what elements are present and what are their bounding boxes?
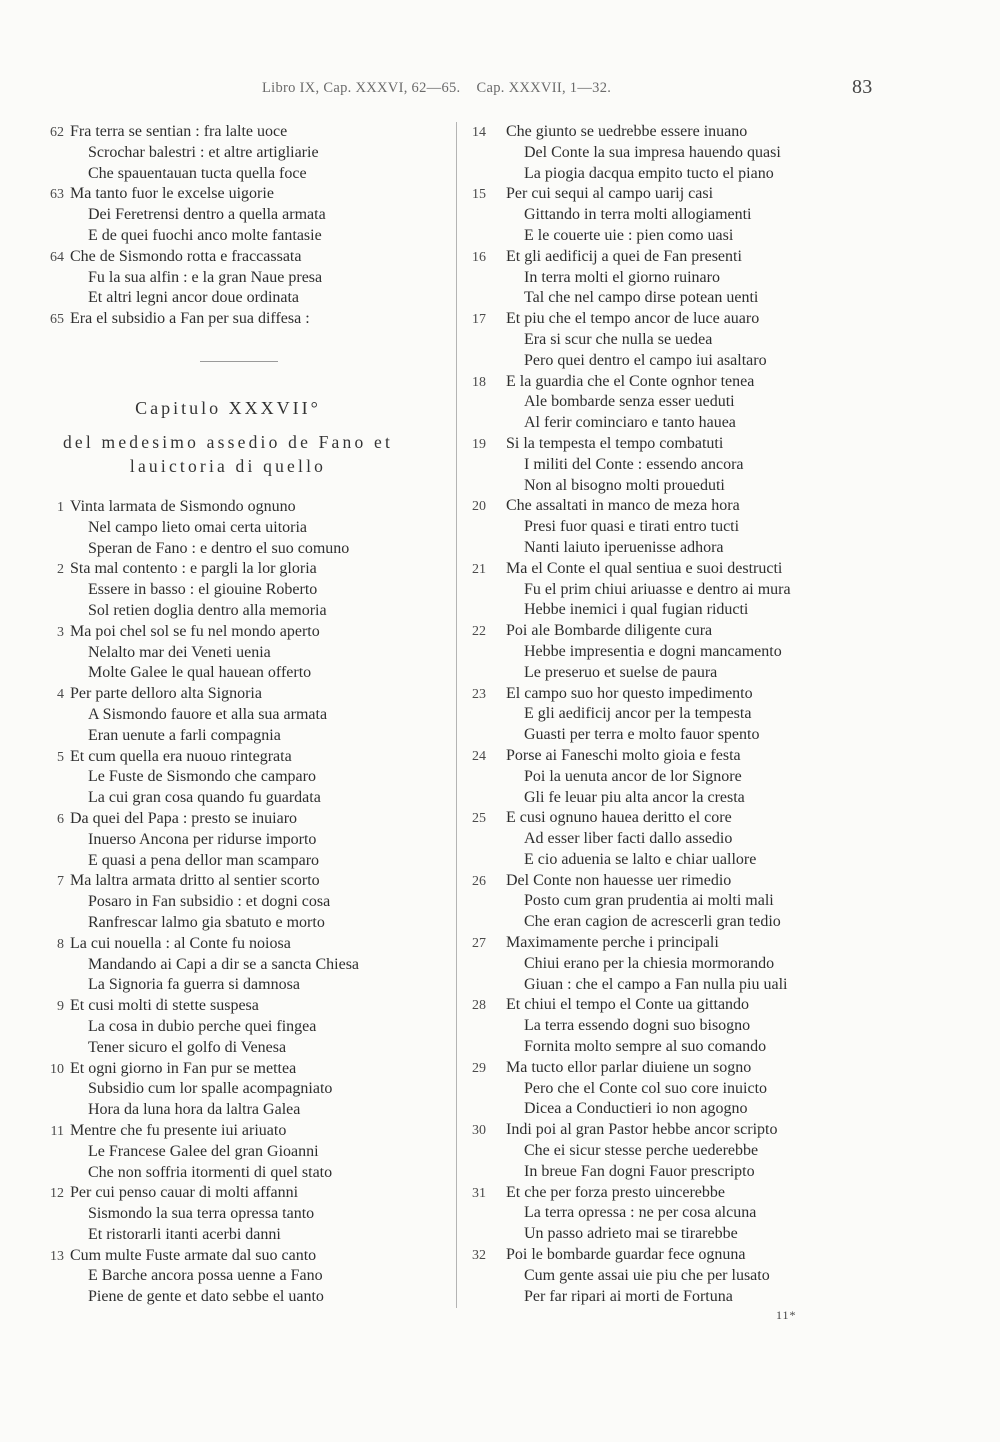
- verse-line: [464, 517, 884, 538]
- verse-text: Et che per forza presto uincerebbe: [506, 1183, 725, 1201]
- verse-text: Che ei sicur stesse perche uederebbe: [524, 1142, 759, 1160]
- verse-line: [464, 538, 884, 559]
- stanza-number: 15: [472, 187, 486, 203]
- stanza-number: 2: [57, 562, 64, 578]
- verse-text: Che de Sismondo rotta e fraccassata: [70, 247, 302, 265]
- verse-text: La terra opressa : ne per cosa alcuna: [524, 1204, 757, 1222]
- stanza-number: 21: [472, 561, 486, 577]
- verse-text: Cum multe Fuste armate dal suo canto: [70, 1246, 317, 1264]
- verse-line: [30, 934, 450, 955]
- stanza-number: 27: [472, 936, 486, 952]
- chapter-subtitle-1: del medesimo assedio de Fano et: [62, 432, 394, 452]
- verse-text: E le couerte uie : pien como uasi: [524, 226, 734, 244]
- verse-line: [30, 288, 450, 309]
- verse-text: Nelalto mar dei Veneti uenia: [88, 643, 271, 661]
- verse-line: [464, 767, 884, 788]
- verse-text: Del Conte la sua impresa hauendo quasi: [524, 143, 781, 161]
- verse-text: Ranfrescar lalmo gia sbatuto e morto: [88, 913, 325, 931]
- stanza-number: 1: [57, 500, 64, 515]
- verse-text: Le Francese Galee del gran Gioanni: [88, 1142, 319, 1160]
- verse-text: Tal che nel campo dirse potean uenti: [524, 289, 759, 307]
- verse-text: In terra molti el giorno ruinaro: [524, 268, 720, 286]
- verse-line: [464, 496, 884, 517]
- verse-line: [30, 1246, 450, 1267]
- verse-text: Et ristorarli itanti acerbi danni: [88, 1225, 281, 1243]
- verse-line: [464, 434, 884, 455]
- verse-text: Hora da luna hora da laltra Galea: [88, 1101, 301, 1119]
- verse-text: Era el subsidio a Fan per sua diffesa :: [70, 310, 310, 328]
- stanza-number: 6: [57, 811, 64, 827]
- verse-line: [30, 1100, 450, 1121]
- verse-line: [464, 891, 884, 912]
- verse-line: [464, 1120, 884, 1141]
- stanza-number: 10: [50, 1061, 64, 1077]
- verse-text: Che assaltati in manco de meza hora: [506, 497, 740, 515]
- verse-line: [30, 1121, 450, 1142]
- verse-text: Guasti per terra e molto fauor spento: [524, 726, 760, 744]
- verse-line: [30, 497, 450, 518]
- verse-text: Et gli aedificij a quei de Fan presenti: [506, 247, 742, 265]
- verse-text: Le Fuste de Sismondo che camparo: [88, 768, 316, 786]
- stanza-number: 9: [57, 999, 64, 1015]
- verse-text: Speran de Fano : e dentro el suo comuno: [88, 539, 350, 557]
- verse-line: [30, 975, 450, 996]
- left-column-top: [30, 122, 450, 330]
- verse-text: Ma el Conte el qual sentiua e suoi destructi: [506, 559, 783, 577]
- verse-text: Dicea a Conductieri io non agogno: [524, 1100, 748, 1118]
- verse-line: [464, 392, 884, 413]
- verse-line: [464, 829, 884, 850]
- verse-line: [464, 247, 884, 268]
- verse-text: Scrochar balestri : et altre artigliarie: [88, 143, 319, 161]
- verse-text: La piogia dacqua empito tucto el piano: [524, 164, 774, 182]
- verse-text: Che spauentauan tucta quella foce: [88, 164, 307, 182]
- verse-line: [30, 1183, 450, 1204]
- verse-text: E la guardia che el Conte ognhor tenea: [506, 372, 755, 390]
- stanza-number: 14: [472, 125, 486, 140]
- stanza-number: 3: [57, 624, 64, 640]
- verse-text: Posaro in Fan subsidio : et dogni cosa: [88, 893, 331, 911]
- verse-text: E gli aedificij ancor per la tempesta: [524, 705, 752, 723]
- verse-line: [464, 725, 884, 746]
- verse-line: [464, 205, 884, 226]
- verse-text: Presi fuor quasi e tirati entro tucti: [524, 518, 740, 536]
- verse-text: Et piu che el tempo ancor de luce auaro: [506, 310, 760, 328]
- stanza-number: 20: [472, 499, 486, 515]
- verse-line: [464, 1079, 884, 1100]
- stanza-number: 13: [50, 1248, 64, 1264]
- verse-text: Un passo adrieto mai se tirarebbe: [524, 1225, 738, 1243]
- verse-line: [30, 122, 450, 143]
- verse-line: [30, 1287, 450, 1308]
- verse-text: Nanti laiuto iperuenisse adhora: [524, 538, 724, 556]
- verse-line: [464, 268, 884, 289]
- stanza-number: 24: [472, 748, 486, 764]
- verse-text: Si la tempesta el tempo combatuti: [506, 434, 724, 452]
- verse-line: [30, 1163, 450, 1184]
- stanza-number: 26: [472, 873, 486, 889]
- verse-line: [30, 184, 450, 205]
- verse-text: Poi la uenuta ancor de lor Signore: [524, 767, 742, 785]
- verse-text: Fornita molto sempre al suo comando: [524, 1038, 767, 1056]
- verse-line: [464, 288, 884, 309]
- verse-text: Che giunto se uedrebbe essere inuano: [506, 123, 748, 140]
- stanza-number: 23: [472, 686, 486, 702]
- signature-mark: 11*: [776, 1308, 797, 1322]
- verse-text: Che eran cagion de acrescerli gran tedio: [524, 913, 781, 931]
- stanza-number: 64: [50, 249, 64, 265]
- verse-text: Vinta larmata de Sismondo ognuno: [70, 498, 296, 515]
- verse-text: Subsidio cum lor spalle acompagniato: [88, 1080, 333, 1098]
- verse-line: [464, 559, 884, 580]
- verse-line: [464, 330, 884, 351]
- verse-text: Fu la sua alfin : e la gran Naue presa: [88, 268, 323, 286]
- verse-line: [464, 995, 884, 1016]
- verse-line: [464, 850, 884, 871]
- verse-line: [464, 1245, 884, 1266]
- verse-line: [464, 704, 884, 725]
- running-head: [0, 76, 1000, 100]
- section-rule: [200, 361, 278, 362]
- verse-line: [464, 1016, 884, 1037]
- verse-line: [30, 913, 450, 934]
- stanza-number: 12: [50, 1186, 64, 1202]
- right-column: [464, 122, 884, 1307]
- verse-text: Cum gente assai uie piu che per lusato: [524, 1266, 770, 1284]
- verse-text: Le preseruo et suelse de paura: [524, 663, 718, 681]
- verse-line: [30, 663, 450, 684]
- verse-text: Ma tanto fuor le excelse uigorie: [70, 185, 274, 203]
- verse-text: E de quei fuochi anco molte fantasie: [88, 226, 322, 244]
- stanza-number: 4: [57, 687, 64, 703]
- verse-line: [30, 164, 450, 185]
- verse-line: [464, 1162, 884, 1183]
- verse-line: [464, 476, 884, 497]
- verse-text: In breue Fan dogni Fauor prescripto: [524, 1162, 755, 1180]
- verse-line: [464, 933, 884, 954]
- verse-line: [464, 184, 884, 205]
- stanza-number: 30: [472, 1123, 486, 1139]
- stanza-number: 63: [50, 187, 64, 203]
- verse-line: [464, 788, 884, 809]
- verse-line: [464, 1287, 884, 1308]
- verse-line: [30, 747, 450, 768]
- verse-text: Al ferir cominciaro e tanto hauea: [524, 414, 736, 432]
- verse-text: Pero che el Conte col suo core inuicto: [524, 1079, 768, 1097]
- verse-text: Da quei del Papa : presto se inuiaro: [70, 809, 298, 827]
- verse-text: El campo suo hor questo impedimento: [506, 684, 753, 702]
- verse-line: [464, 143, 884, 164]
- verse-text: Chiui erano per la chiesia mormorando: [524, 954, 775, 972]
- running-title: Libro IX, Cap. XXXVI, 62—65. Cap. XXXVII, 1—32.: [262, 80, 612, 96]
- verse-line: [30, 809, 450, 830]
- verse-line: [464, 455, 884, 476]
- verse-text: Et cusi molti di stette suspesa: [70, 997, 259, 1015]
- verse-text: Fu el prim chiui ariuasse e dentro ai mura: [524, 580, 791, 598]
- stanza-number: 31: [472, 1185, 486, 1201]
- verse-line: [464, 663, 884, 684]
- stanza-number: 22: [472, 624, 486, 640]
- stanza-number: 8: [57, 936, 64, 952]
- verse-line: [464, 122, 884, 143]
- verse-text: Essere in basso : el giouine Roberto: [88, 581, 318, 599]
- verse-text: Sta mal contento : e pargli la lor gloria: [70, 560, 317, 578]
- verse-line: [30, 726, 450, 747]
- verse-text: Mentre che fu presente iui ariuato: [70, 1121, 287, 1139]
- stanza-number: 5: [57, 749, 64, 765]
- stanza-number: 32: [472, 1248, 486, 1264]
- verse-line: [30, 1017, 450, 1038]
- verse-text: Piene de gente et dato sebbe el uanto: [88, 1288, 324, 1306]
- verse-line: [464, 226, 884, 247]
- stanza-number: 25: [472, 811, 486, 827]
- verse-text: Hebbe inemici i qual fugian riducti: [524, 601, 749, 619]
- verse-line: [30, 601, 450, 622]
- verse-line: [464, 1141, 884, 1162]
- verse-text: Ma poi chel sol se fu nel mondo aperto: [70, 622, 320, 640]
- chapter-title: Capitulo XXXVII°: [135, 398, 321, 418]
- verse-line: [464, 1099, 884, 1120]
- stanza-number: 28: [472, 998, 486, 1014]
- chapter-subtitle-2: lauictoria di quello: [129, 456, 327, 476]
- verse-line: [464, 746, 884, 767]
- verse-text: Per far ripari ai morti de Fortuna: [524, 1287, 733, 1305]
- verse-line: [30, 1079, 450, 1100]
- verse-text: E quasi a pena dellor man scamparo: [88, 851, 320, 869]
- verse-line: [30, 643, 450, 664]
- verse-text: La cui gran cosa quando fu guardata: [88, 789, 321, 807]
- verse-line: [464, 808, 884, 829]
- stanza-number: 65: [50, 312, 64, 328]
- left-column-bottom: [30, 497, 450, 1308]
- stanza-number: 16: [472, 249, 486, 265]
- verse-text: Et chiui el tempo el Conte ua gittando: [506, 996, 750, 1014]
- verse-text: Del Conte non hauesse uer rimedio: [506, 871, 732, 889]
- verse-line: [30, 892, 450, 913]
- verse-line: [464, 164, 884, 185]
- stanza-number: 11: [50, 1123, 64, 1139]
- verse-text: E cusi ognuno hauea deritto el core: [506, 809, 732, 827]
- verse-text: Per cui penso cauar di molti affanni: [70, 1184, 299, 1202]
- verse-text: Sol retien doglia dentro alla memoria: [88, 601, 327, 619]
- verse-text: Gittando in terra molti allogiamenti: [524, 206, 752, 224]
- verse-text: I militi del Conte : essendo ancora: [524, 455, 744, 473]
- verse-line: [464, 621, 884, 642]
- verse-text: Gli fe leuar piu alta ancor la cresta: [524, 788, 745, 806]
- verse-text: E Barche ancora possa uenne a Fano: [88, 1267, 323, 1285]
- verse-line: [464, 351, 884, 372]
- verse-line: [30, 539, 450, 560]
- verse-line: [30, 955, 450, 976]
- verse-text: Pero quei dentro el campo iui asaltaro: [524, 351, 767, 369]
- verse-line: [30, 580, 450, 601]
- verse-text: Dei Feretrensi dentro a quella armata: [88, 206, 326, 224]
- verse-line: [464, 871, 884, 892]
- verse-text: Posto cum gran prudentia ai molti mali: [524, 892, 774, 910]
- verse-line: [464, 642, 884, 663]
- verse-text: Poi ale Bombarde diligente cura: [506, 622, 713, 640]
- verse-line: [464, 1183, 884, 1204]
- verse-line: [30, 205, 450, 226]
- verse-text: Et altri legni ancor doue ordinata: [88, 289, 300, 307]
- verse-text: Non al bisogno molti proueduti: [524, 476, 725, 494]
- verse-line: [464, 975, 884, 996]
- verse-line: [30, 1225, 450, 1246]
- verse-line: [464, 912, 884, 933]
- verse-line: [30, 559, 450, 580]
- verse-line: [30, 996, 450, 1017]
- verse-text: Ad esser liber facti dallo assedio: [524, 830, 733, 848]
- stanza-number: 17: [472, 312, 486, 328]
- verse-text: Ma tucto ellor parlar diuiene un sogno: [506, 1058, 752, 1076]
- verse-text: La cui nouella : al Conte fu noiosa: [70, 934, 291, 952]
- verse-text: Eran uenute a farli compagnia: [88, 726, 281, 744]
- verse-text: Che non soffria itormenti di quel stato: [88, 1163, 333, 1181]
- verse-text: La terra essendo dogni suo bisogno: [524, 1017, 751, 1035]
- verse-line: [464, 954, 884, 975]
- verse-text: Indi poi al gran Pastor hebbe ancor scripto: [506, 1121, 778, 1139]
- verse-line: [30, 1266, 450, 1287]
- verse-line: [30, 268, 450, 289]
- verse-text: Molte Galee le qual hauean offerto: [88, 664, 312, 682]
- verse-line: [464, 1203, 884, 1224]
- verse-line: [464, 1266, 884, 1287]
- verse-text: Poi le bombarde guardar fece ognuna: [506, 1246, 746, 1264]
- verse-text: Mandando ai Capi a dir se a sancta Chiesa: [88, 955, 360, 973]
- verse-line: [30, 871, 450, 892]
- verse-text: Inuerso Ancona per ridurse importo: [88, 830, 317, 848]
- verse-text: Et ogni giorno in Fan pur se mettea: [70, 1059, 297, 1077]
- verse-text: Hebbe impresentia e dogni mancamento: [524, 642, 782, 660]
- verse-line: [464, 1037, 884, 1058]
- verse-line: [464, 309, 884, 330]
- verse-line: [30, 684, 450, 705]
- stanza-number: 7: [57, 874, 64, 890]
- verse-line: [30, 767, 450, 788]
- verse-line: [30, 309, 450, 330]
- verse-line: [30, 1059, 450, 1080]
- page-number: 83: [852, 76, 873, 98]
- verse-line: [30, 143, 450, 164]
- verse-line: [464, 684, 884, 705]
- verse-text: A Sismondo fauore et alla sua armata: [88, 705, 328, 723]
- verse-text: Per parte delloro alta Signoria: [70, 685, 262, 703]
- verse-line: [30, 851, 450, 872]
- verse-text: Et cum quella era nuouo rintegrata: [70, 747, 292, 765]
- stanza-number: 18: [472, 374, 486, 390]
- verse-line: [30, 830, 450, 851]
- verse-line: [30, 1204, 450, 1225]
- verse-line: [30, 1142, 450, 1163]
- verse-line: [464, 580, 884, 601]
- verse-line: [464, 1058, 884, 1079]
- verse-text: Per cui sequi al campo uarij casi: [506, 185, 714, 203]
- verse-line: [30, 1038, 450, 1059]
- verse-text: E cio aduenia se lalto e chiar uallore: [524, 850, 757, 868]
- verse-line: [30, 226, 450, 247]
- verse-line: [30, 705, 450, 726]
- verse-text: Era si scur che nulla se uedea: [524, 330, 713, 348]
- stanza-number: 29: [472, 1060, 486, 1076]
- verse-line: [464, 600, 884, 621]
- stanza-number: 19: [472, 436, 486, 452]
- verse-line: [30, 518, 450, 539]
- verse-line: [30, 622, 450, 643]
- verse-text: La Signoria fa guerra si damnosa: [88, 976, 300, 994]
- verse-line: [464, 1224, 884, 1245]
- verse-line: [30, 788, 450, 809]
- stanza-number: 62: [50, 125, 64, 140]
- verse-line: [464, 413, 884, 434]
- verse-text: Giuan : che el campo a Fan nulla piu uali: [524, 975, 788, 993]
- verse-text: Fra terra se sentian : fra lalte uoce: [70, 123, 288, 140]
- verse-line: [464, 372, 884, 393]
- verse-text: Porse ai Faneschi molto gioia e festa: [506, 746, 741, 764]
- verse-text: Nel campo lieto omai certa uitoria: [88, 518, 308, 536]
- verse-text: Ma laltra armata dritto al sentier scorto: [70, 872, 320, 890]
- verse-text: Maximamente perche i principali: [506, 934, 719, 952]
- verse-line: [30, 247, 450, 268]
- verse-text: Tener sicuro el golfo di Venesa: [88, 1038, 287, 1056]
- verse-text: Ale bombarde senza esser ueduti: [524, 393, 735, 411]
- verse-text: La cosa in dubio perche quei fingea: [88, 1017, 317, 1035]
- verse-text: Sismondo la sua terra opressa tanto: [88, 1205, 315, 1223]
